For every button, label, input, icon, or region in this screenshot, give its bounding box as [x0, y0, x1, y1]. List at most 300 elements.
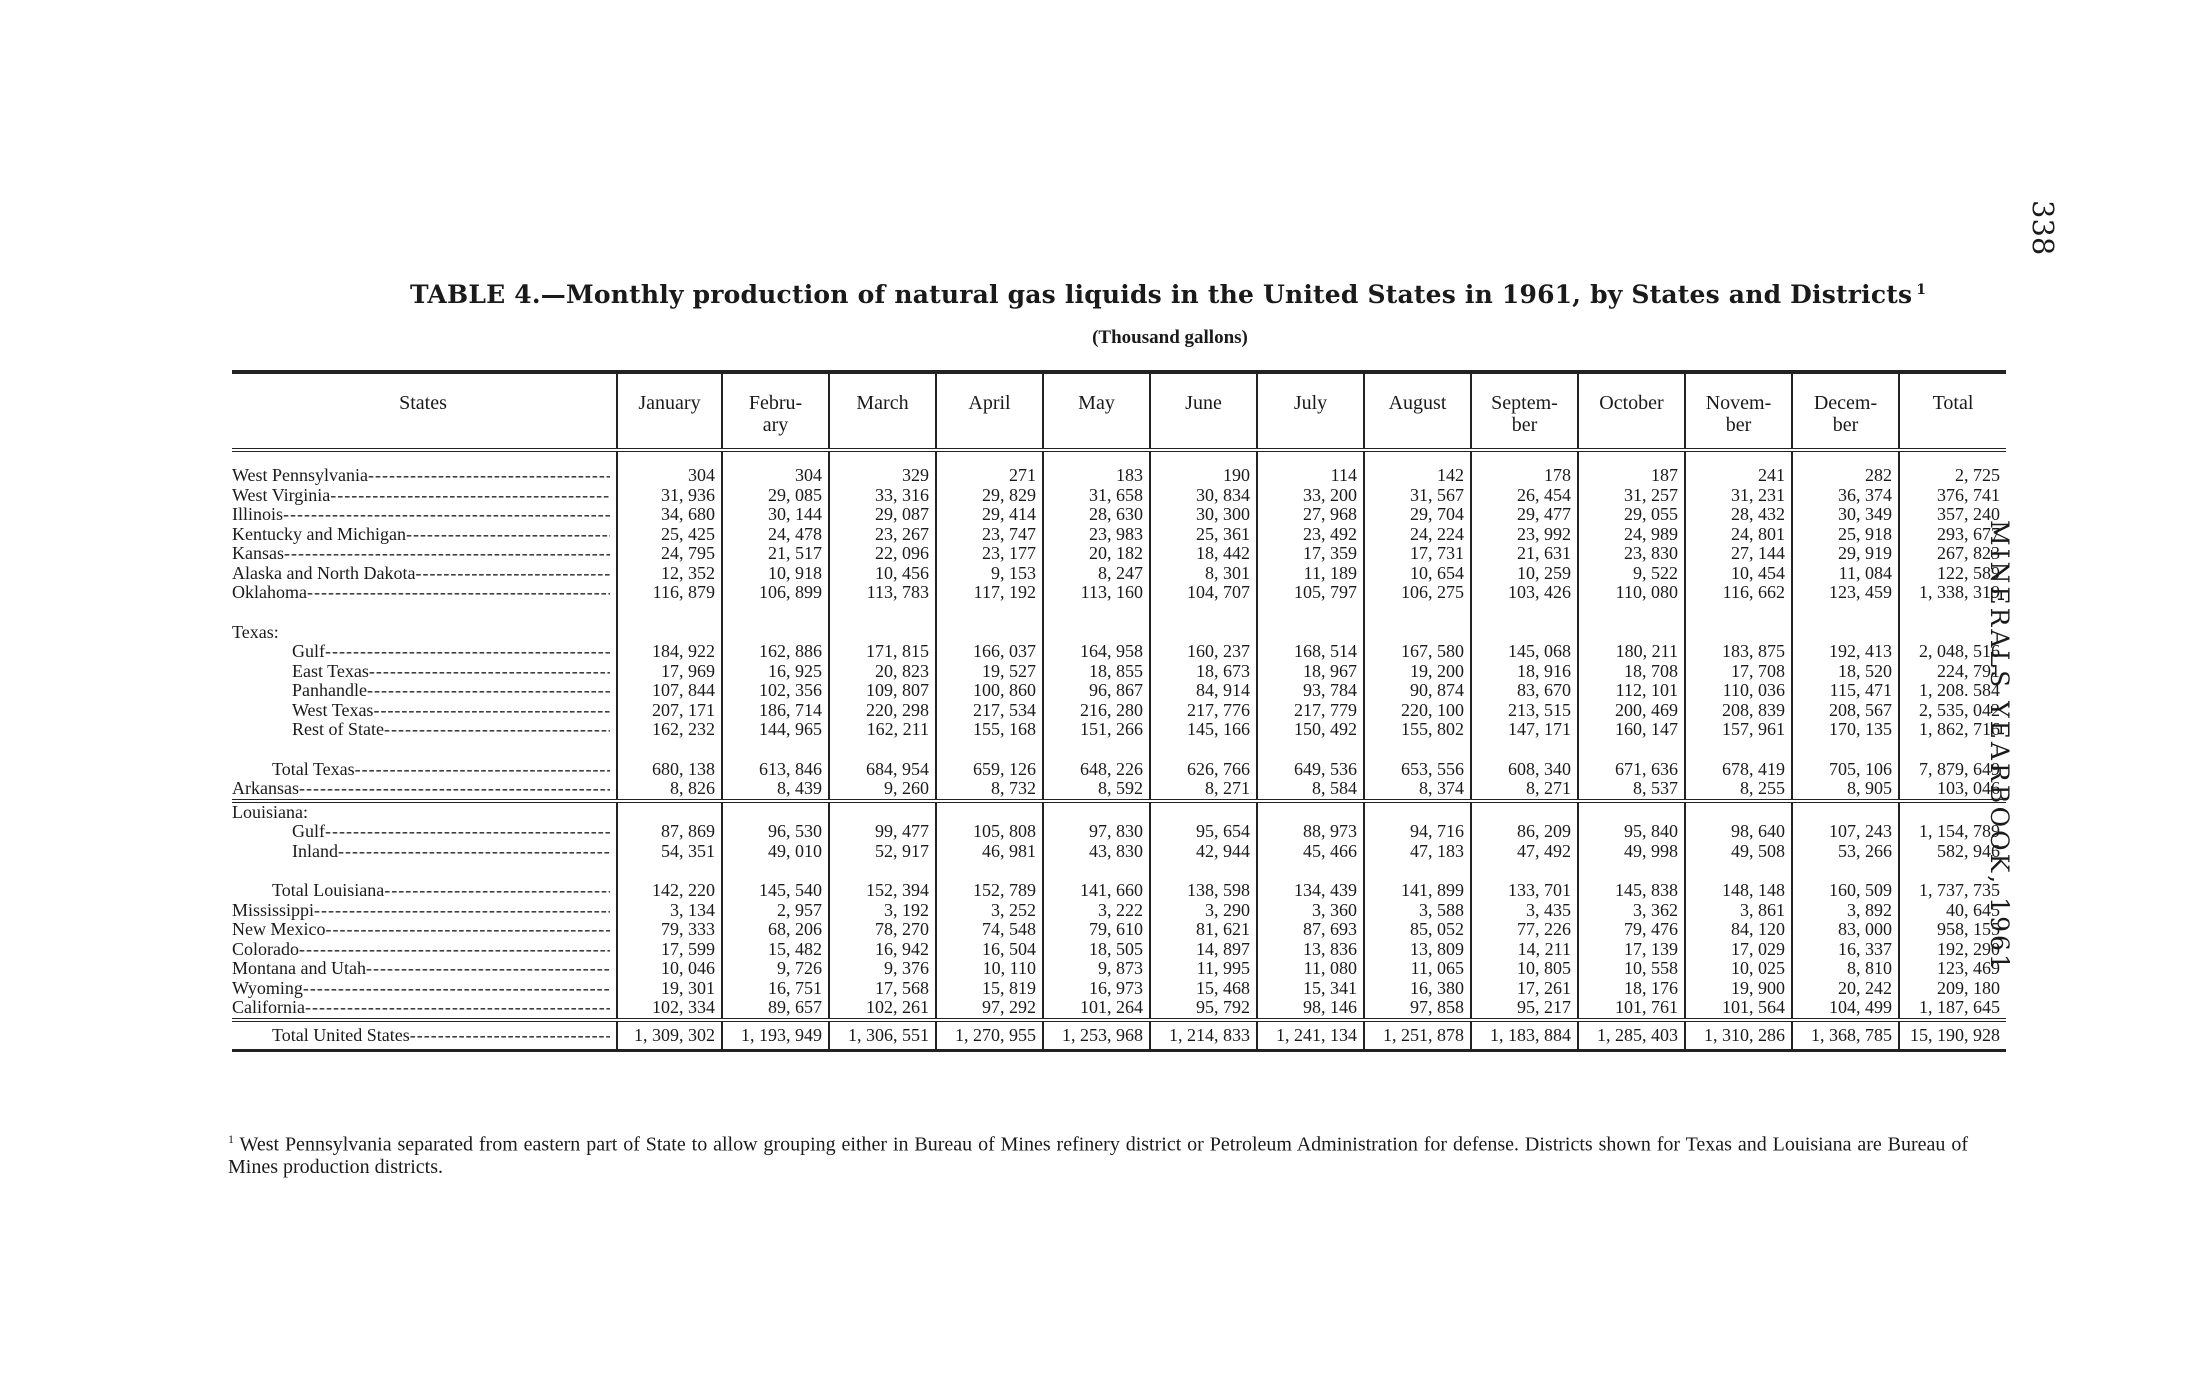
value-cell: 105, 797: [1257, 583, 1364, 603]
value-cell: 98, 640: [1685, 822, 1792, 842]
value-cell: 217, 776: [1150, 701, 1257, 721]
value-cell: 31, 231: [1685, 486, 1792, 506]
row-label: [232, 881, 617, 901]
value-cell: 95, 840: [1578, 822, 1685, 842]
value-cell: 155, 168: [936, 720, 1043, 740]
spacer-cell: [1150, 603, 1257, 623]
value-cell: [722, 623, 829, 643]
value-cell: 24, 478: [722, 525, 829, 545]
column-header: Febru- ary: [722, 372, 829, 450]
value-cell: 49, 010: [722, 842, 829, 862]
table-row: [232, 881, 2006, 901]
column-header: January: [617, 372, 722, 450]
spacer-cell: [1578, 861, 1685, 881]
value-cell: 20, 242: [1792, 979, 1899, 999]
column-header: April: [936, 372, 1043, 450]
table-row: [232, 564, 2006, 584]
value-cell: [1364, 801, 1471, 823]
value-cell: 1, 253, 968: [1043, 1020, 1150, 1051]
value-cell: 95, 792: [1150, 998, 1257, 1020]
value-cell: 19, 200: [1364, 662, 1471, 682]
value-cell: 89, 657: [722, 998, 829, 1020]
value-cell: 138, 598: [1150, 881, 1257, 901]
total-cell: 103, 046: [1899, 779, 2006, 801]
value-cell: [1578, 623, 1685, 643]
row-label: [232, 662, 617, 682]
value-cell: 102, 334: [617, 998, 722, 1020]
total-cell: 1, 208. 584: [1899, 681, 2006, 701]
value-cell: [1150, 623, 1257, 643]
spacer-cell: [617, 740, 722, 760]
table-row: [232, 623, 2006, 643]
value-cell: 150, 492: [1257, 720, 1364, 740]
value-cell: 24, 795: [617, 544, 722, 564]
value-cell: 46, 981: [936, 842, 1043, 862]
row-label: [232, 450, 617, 486]
value-cell: [1471, 623, 1578, 643]
value-cell: 93, 784: [1257, 681, 1364, 701]
value-cell: [1792, 623, 1899, 643]
value-cell: 79, 476: [1578, 920, 1685, 940]
value-cell: 168, 514: [1257, 642, 1364, 662]
value-cell: 15, 482: [722, 940, 829, 960]
value-cell: 17, 599: [617, 940, 722, 960]
table-row: [232, 901, 2006, 921]
row-label-text: Arkansas -----: [232, 779, 610, 799]
value-cell: 23, 992: [1471, 525, 1578, 545]
value-cell: 10, 454: [1685, 564, 1792, 584]
value-cell: 97, 858: [1364, 998, 1471, 1020]
value-cell: 162, 232: [617, 720, 722, 740]
value-cell: 25, 361: [1150, 525, 1257, 545]
value-cell: 14, 211: [1471, 940, 1578, 960]
value-cell: 184, 922: [617, 642, 722, 662]
value-cell: 22, 096: [829, 544, 936, 564]
table-row: [232, 701, 2006, 721]
value-cell: 31, 936: [617, 486, 722, 506]
spacer-cell: [1043, 861, 1150, 881]
value-cell: 30, 834: [1150, 486, 1257, 506]
value-cell: 13, 836: [1257, 940, 1364, 960]
value-cell: 96, 530: [722, 822, 829, 842]
table-row: [232, 720, 2006, 740]
spacer-cell: [617, 603, 722, 623]
spacer-cell: [1150, 740, 1257, 760]
value-cell: [722, 801, 829, 823]
value-cell: 11, 080: [1257, 959, 1364, 979]
running-head: MINERALS YEARBOOK, 1961: [1985, 520, 2014, 973]
value-cell: 304: [722, 450, 829, 486]
row-label: [232, 760, 617, 780]
value-cell: 8, 592: [1043, 779, 1150, 801]
value-cell: 608, 340: [1471, 760, 1578, 780]
value-cell: 178: [1471, 450, 1578, 486]
row-label-text: Wyoming -----: [232, 979, 610, 999]
value-cell: 30, 349: [1792, 505, 1899, 525]
value-cell: 21, 517: [722, 544, 829, 564]
value-cell: 104, 499: [1792, 998, 1899, 1020]
row-label-text: Colorado -----: [232, 940, 610, 960]
row-label: [232, 720, 617, 740]
value-cell: 141, 660: [1043, 881, 1150, 901]
value-cell: 102, 356: [722, 681, 829, 701]
value-cell: 187: [1578, 450, 1685, 486]
spacer-row: [232, 603, 2006, 623]
table-row: [232, 760, 2006, 780]
table-row: [232, 920, 2006, 940]
table-title: [410, 280, 1927, 309]
total-cell: 1, 187, 645: [1899, 998, 2006, 1020]
value-cell: 23, 830: [1578, 544, 1685, 564]
value-cell: 87, 869: [617, 822, 722, 842]
value-cell: [936, 801, 1043, 823]
total-cell: 192, 290: [1899, 940, 2006, 960]
table-row: [232, 801, 2006, 823]
total-cell: 7, 879, 649: [1899, 760, 2006, 780]
value-cell: 112, 101: [1578, 681, 1685, 701]
value-cell: 29, 919: [1792, 544, 1899, 564]
spacer-cell: [232, 861, 617, 881]
value-cell: 18, 505: [1043, 940, 1150, 960]
value-cell: 15, 468: [1150, 979, 1257, 999]
value-cell: 180, 211: [1578, 642, 1685, 662]
row-label-text: Total Louisiana -----: [272, 881, 610, 901]
value-cell: 10, 805: [1471, 959, 1578, 979]
value-cell: 134, 439: [1257, 881, 1364, 901]
spacer-cell: [1364, 603, 1471, 623]
value-cell: 16, 504: [936, 940, 1043, 960]
value-cell: 141, 899: [1364, 881, 1471, 901]
value-cell: 8, 732: [936, 779, 1043, 801]
value-cell: 2, 957: [722, 901, 829, 921]
total-cell: 293, 677: [1899, 525, 2006, 545]
value-cell: 68, 206: [722, 920, 829, 940]
spacer-cell: [722, 861, 829, 881]
value-cell: 170, 135: [1792, 720, 1899, 740]
value-cell: 16, 751: [722, 979, 829, 999]
value-cell: 17, 969: [617, 662, 722, 682]
value-cell: [1471, 801, 1578, 823]
spacer-cell: [1578, 603, 1685, 623]
column-header: Novem- ber: [1685, 372, 1792, 450]
spacer-cell: [1792, 740, 1899, 760]
value-cell: 3, 252: [936, 901, 1043, 921]
value-cell: 98, 146: [1257, 998, 1364, 1020]
value-cell: 90, 874: [1364, 681, 1471, 701]
value-cell: 1, 368, 785: [1792, 1020, 1899, 1051]
value-cell: 104, 707: [1150, 583, 1257, 603]
value-cell: 8, 301: [1150, 564, 1257, 584]
value-cell: 1, 193, 949: [722, 1020, 829, 1051]
spacer-cell: [1150, 861, 1257, 881]
value-cell: 8, 255: [1685, 779, 1792, 801]
row-label-text: Total United States -----: [272, 1026, 610, 1046]
value-cell: 680, 138: [617, 760, 722, 780]
value-cell: 304: [617, 450, 722, 486]
spacer-cell: [1899, 603, 2006, 623]
value-cell: 18, 673: [1150, 662, 1257, 682]
value-cell: 18, 916: [1471, 662, 1578, 682]
value-cell: 115, 471: [1792, 681, 1899, 701]
value-cell: 8, 810: [1792, 959, 1899, 979]
value-cell: [829, 801, 936, 823]
spacer-cell: [1364, 861, 1471, 881]
value-cell: 19, 900: [1685, 979, 1792, 999]
value-cell: 3, 892: [1792, 901, 1899, 921]
value-cell: 97, 830: [1043, 822, 1150, 842]
value-cell: [1364, 623, 1471, 643]
value-cell: 113, 783: [829, 583, 936, 603]
spacer-cell: [1792, 861, 1899, 881]
value-cell: 167, 580: [1364, 642, 1471, 662]
value-cell: 171, 815: [829, 642, 936, 662]
value-cell: 271: [936, 450, 1043, 486]
value-cell: 147, 171: [1471, 720, 1578, 740]
table-row: [232, 1020, 2006, 1051]
spacer-cell: [617, 861, 722, 881]
row-label: [232, 901, 617, 921]
value-cell: 107, 243: [1792, 822, 1899, 842]
total-cell: 123, 469: [1899, 959, 2006, 979]
value-cell: 1, 251, 878: [1364, 1020, 1471, 1051]
row-label-text: Total Texas -----: [272, 760, 610, 780]
value-cell: 3, 435: [1471, 901, 1578, 921]
value-cell: 3, 861: [1685, 901, 1792, 921]
table-row: [232, 642, 2006, 662]
value-cell: 81, 621: [1150, 920, 1257, 940]
value-cell: 78, 270: [829, 920, 936, 940]
row-label: [232, 1020, 617, 1051]
value-cell: 3, 192: [829, 901, 936, 921]
value-cell: 705, 106: [1792, 760, 1899, 780]
total-cell: 1, 338, 319: [1899, 583, 2006, 603]
table-row: [232, 940, 2006, 960]
value-cell: 157, 961: [1685, 720, 1792, 740]
value-cell: 42, 944: [1150, 842, 1257, 862]
value-cell: 103, 426: [1471, 583, 1578, 603]
total-cell: 122, 589: [1899, 564, 2006, 584]
value-cell: 8, 537: [1578, 779, 1685, 801]
value-cell: 192, 413: [1792, 642, 1899, 662]
value-cell: 14, 897: [1150, 940, 1257, 960]
spacer-row: [232, 740, 2006, 760]
value-cell: 95, 217: [1471, 998, 1578, 1020]
value-cell: 18, 967: [1257, 662, 1364, 682]
value-cell: 110, 036: [1685, 681, 1792, 701]
value-cell: 10, 046: [617, 959, 722, 979]
row-label-text: Gulf -----: [292, 822, 610, 842]
value-cell: 671, 636: [1578, 760, 1685, 780]
spacer-cell: [829, 603, 936, 623]
value-cell: 145, 068: [1471, 642, 1578, 662]
value-cell: 27, 968: [1257, 505, 1364, 525]
value-cell: 106, 899: [722, 583, 829, 603]
value-cell: 684, 954: [829, 760, 936, 780]
table-row: [232, 450, 2006, 486]
value-cell: 31, 658: [1043, 486, 1150, 506]
value-cell: 164, 958: [1043, 642, 1150, 662]
title-footnote-mark: 1: [1916, 281, 1927, 298]
value-cell: 10, 654: [1364, 564, 1471, 584]
spacer-cell: [1471, 861, 1578, 881]
value-cell: 10, 456: [829, 564, 936, 584]
spacer-cell: [1364, 740, 1471, 760]
value-cell: [617, 801, 722, 823]
value-cell: 9, 260: [829, 779, 936, 801]
row-label: [232, 779, 617, 801]
value-cell: 29, 477: [1471, 505, 1578, 525]
value-cell: 77, 226: [1471, 920, 1578, 940]
footnote-text: West Pennsylvania separated from eastern part of State to allow grouping either in Bureau of Mines refinery district or Petroleum Administration for defense. Districts shown for Texas and Louisiana are Bureau of Mines production districts.: [228, 1133, 1968, 1178]
value-cell: 145, 838: [1578, 881, 1685, 901]
data-table: [232, 370, 2006, 1052]
value-cell: 101, 264: [1043, 998, 1150, 1020]
row-label: Louisiana:: [232, 801, 617, 823]
value-cell: 36, 374: [1792, 486, 1899, 506]
value-cell: 52, 917: [829, 842, 936, 862]
row-label-text: Rest of State -----: [292, 720, 610, 740]
value-cell: 107, 844: [617, 681, 722, 701]
row-label-text: West Pennsylvania -----: [232, 466, 610, 486]
table-row: [232, 525, 2006, 545]
total-cell: 376, 741: [1899, 486, 2006, 506]
value-cell: 9, 522: [1578, 564, 1685, 584]
spacer-cell: [1257, 740, 1364, 760]
value-cell: 329: [829, 450, 936, 486]
row-label-text: California -----: [232, 998, 610, 1018]
value-cell: 85, 052: [1364, 920, 1471, 940]
row-label: Texas:: [232, 621, 279, 642]
value-cell: 96, 867: [1043, 681, 1150, 701]
spacer-cell: [1899, 740, 2006, 760]
row-label: [232, 998, 617, 1020]
value-cell: 95, 654: [1150, 822, 1257, 842]
footnote-mark: 1: [228, 1132, 234, 1146]
value-cell: 3, 290: [1150, 901, 1257, 921]
column-header: Total: [1899, 372, 2006, 450]
column-header: Decem- ber: [1792, 372, 1899, 450]
value-cell: 84, 120: [1685, 920, 1792, 940]
value-cell: 11, 065: [1364, 959, 1471, 979]
value-cell: 3, 134: [617, 901, 722, 921]
value-cell: 116, 879: [617, 583, 722, 603]
value-cell: 19, 527: [936, 662, 1043, 682]
value-cell: [1257, 801, 1364, 823]
total-cell: 1, 737, 735: [1899, 881, 2006, 901]
column-header: July: [1257, 372, 1364, 450]
column-header: October: [1578, 372, 1685, 450]
value-cell: 217, 534: [936, 701, 1043, 721]
value-cell: 144, 965: [722, 720, 829, 740]
value-cell: 659, 126: [936, 760, 1043, 780]
value-cell: 27, 144: [1685, 544, 1792, 564]
value-cell: 17, 359: [1257, 544, 1364, 564]
value-cell: 109, 807: [829, 681, 936, 701]
spacer-cell: [1257, 861, 1364, 881]
value-cell: 15, 341: [1257, 979, 1364, 999]
value-cell: 74, 548: [936, 920, 1043, 940]
value-cell: 17, 708: [1685, 662, 1792, 682]
value-cell: 29, 414: [936, 505, 1043, 525]
table-subtitle: (Thousand gallons): [1092, 327, 1248, 348]
value-cell: 678, 419: [1685, 760, 1792, 780]
value-cell: 653, 556: [1364, 760, 1471, 780]
table-body: [232, 450, 2006, 1051]
row-label: [232, 681, 617, 701]
value-cell: 15, 819: [936, 979, 1043, 999]
value-cell: 101, 564: [1685, 998, 1792, 1020]
row-label-text: Inland -----: [292, 842, 610, 862]
table-row: [232, 544, 2006, 564]
column-header: June: [1150, 372, 1257, 450]
table-row: [232, 998, 2006, 1020]
value-cell: 102, 261: [829, 998, 936, 1020]
value-cell: 155, 802: [1364, 720, 1471, 740]
value-cell: 23, 492: [1257, 525, 1364, 545]
value-cell: 123, 459: [1792, 583, 1899, 603]
value-cell: [829, 623, 936, 643]
value-cell: 16, 380: [1364, 979, 1471, 999]
value-cell: 1, 310, 286: [1685, 1020, 1792, 1051]
spacer-cell: [1792, 603, 1899, 623]
value-cell: [1257, 623, 1364, 643]
value-cell: 18, 708: [1578, 662, 1685, 682]
row-label: [232, 486, 617, 506]
spacer-cell: [1043, 603, 1150, 623]
value-cell: 16, 337: [1792, 940, 1899, 960]
value-cell: [1792, 801, 1899, 823]
column-header-states: States: [232, 372, 617, 450]
value-cell: 105, 808: [936, 822, 1043, 842]
value-cell: 152, 394: [829, 881, 936, 901]
value-cell: 101, 761: [1578, 998, 1685, 1020]
value-cell: 84, 914: [1150, 681, 1257, 701]
value-cell: 30, 144: [722, 505, 829, 525]
column-header: Septem- ber: [1471, 372, 1578, 450]
footnote: [228, 1128, 1968, 1178]
value-cell: 1, 306, 551: [829, 1020, 936, 1051]
value-cell: 208, 839: [1685, 701, 1792, 721]
value-cell: 8, 374: [1364, 779, 1471, 801]
value-cell: 49, 998: [1578, 842, 1685, 862]
value-cell: 29, 704: [1364, 505, 1471, 525]
table-header-row: [232, 372, 2006, 450]
value-cell: 8, 271: [1150, 779, 1257, 801]
table-title-text: TABLE 4.—Monthly production of natural gas liquids in the United States in 1961, by States and Districts: [410, 280, 1913, 309]
total-cell: 209, 180: [1899, 979, 2006, 999]
value-cell: 33, 316: [829, 486, 936, 506]
value-cell: 29, 055: [1578, 505, 1685, 525]
value-cell: 83, 000: [1792, 920, 1899, 940]
value-cell: [617, 623, 722, 643]
value-cell: 649, 536: [1257, 760, 1364, 780]
value-cell: 145, 166: [1150, 720, 1257, 740]
value-cell: 216, 280: [1043, 701, 1150, 721]
value-cell: 30, 300: [1150, 505, 1257, 525]
value-cell: 94, 716: [1364, 822, 1471, 842]
value-cell: [1685, 623, 1792, 643]
value-cell: 9, 873: [1043, 959, 1150, 979]
value-cell: 8, 439: [722, 779, 829, 801]
total-cell: [1899, 623, 2006, 643]
value-cell: 19, 301: [617, 979, 722, 999]
table-row: [232, 822, 2006, 842]
value-cell: 99, 477: [829, 822, 936, 842]
value-cell: 17, 261: [1471, 979, 1578, 999]
table-row: [232, 486, 2006, 506]
value-cell: 79, 610: [1043, 920, 1150, 940]
spacer-row: [232, 861, 2006, 881]
